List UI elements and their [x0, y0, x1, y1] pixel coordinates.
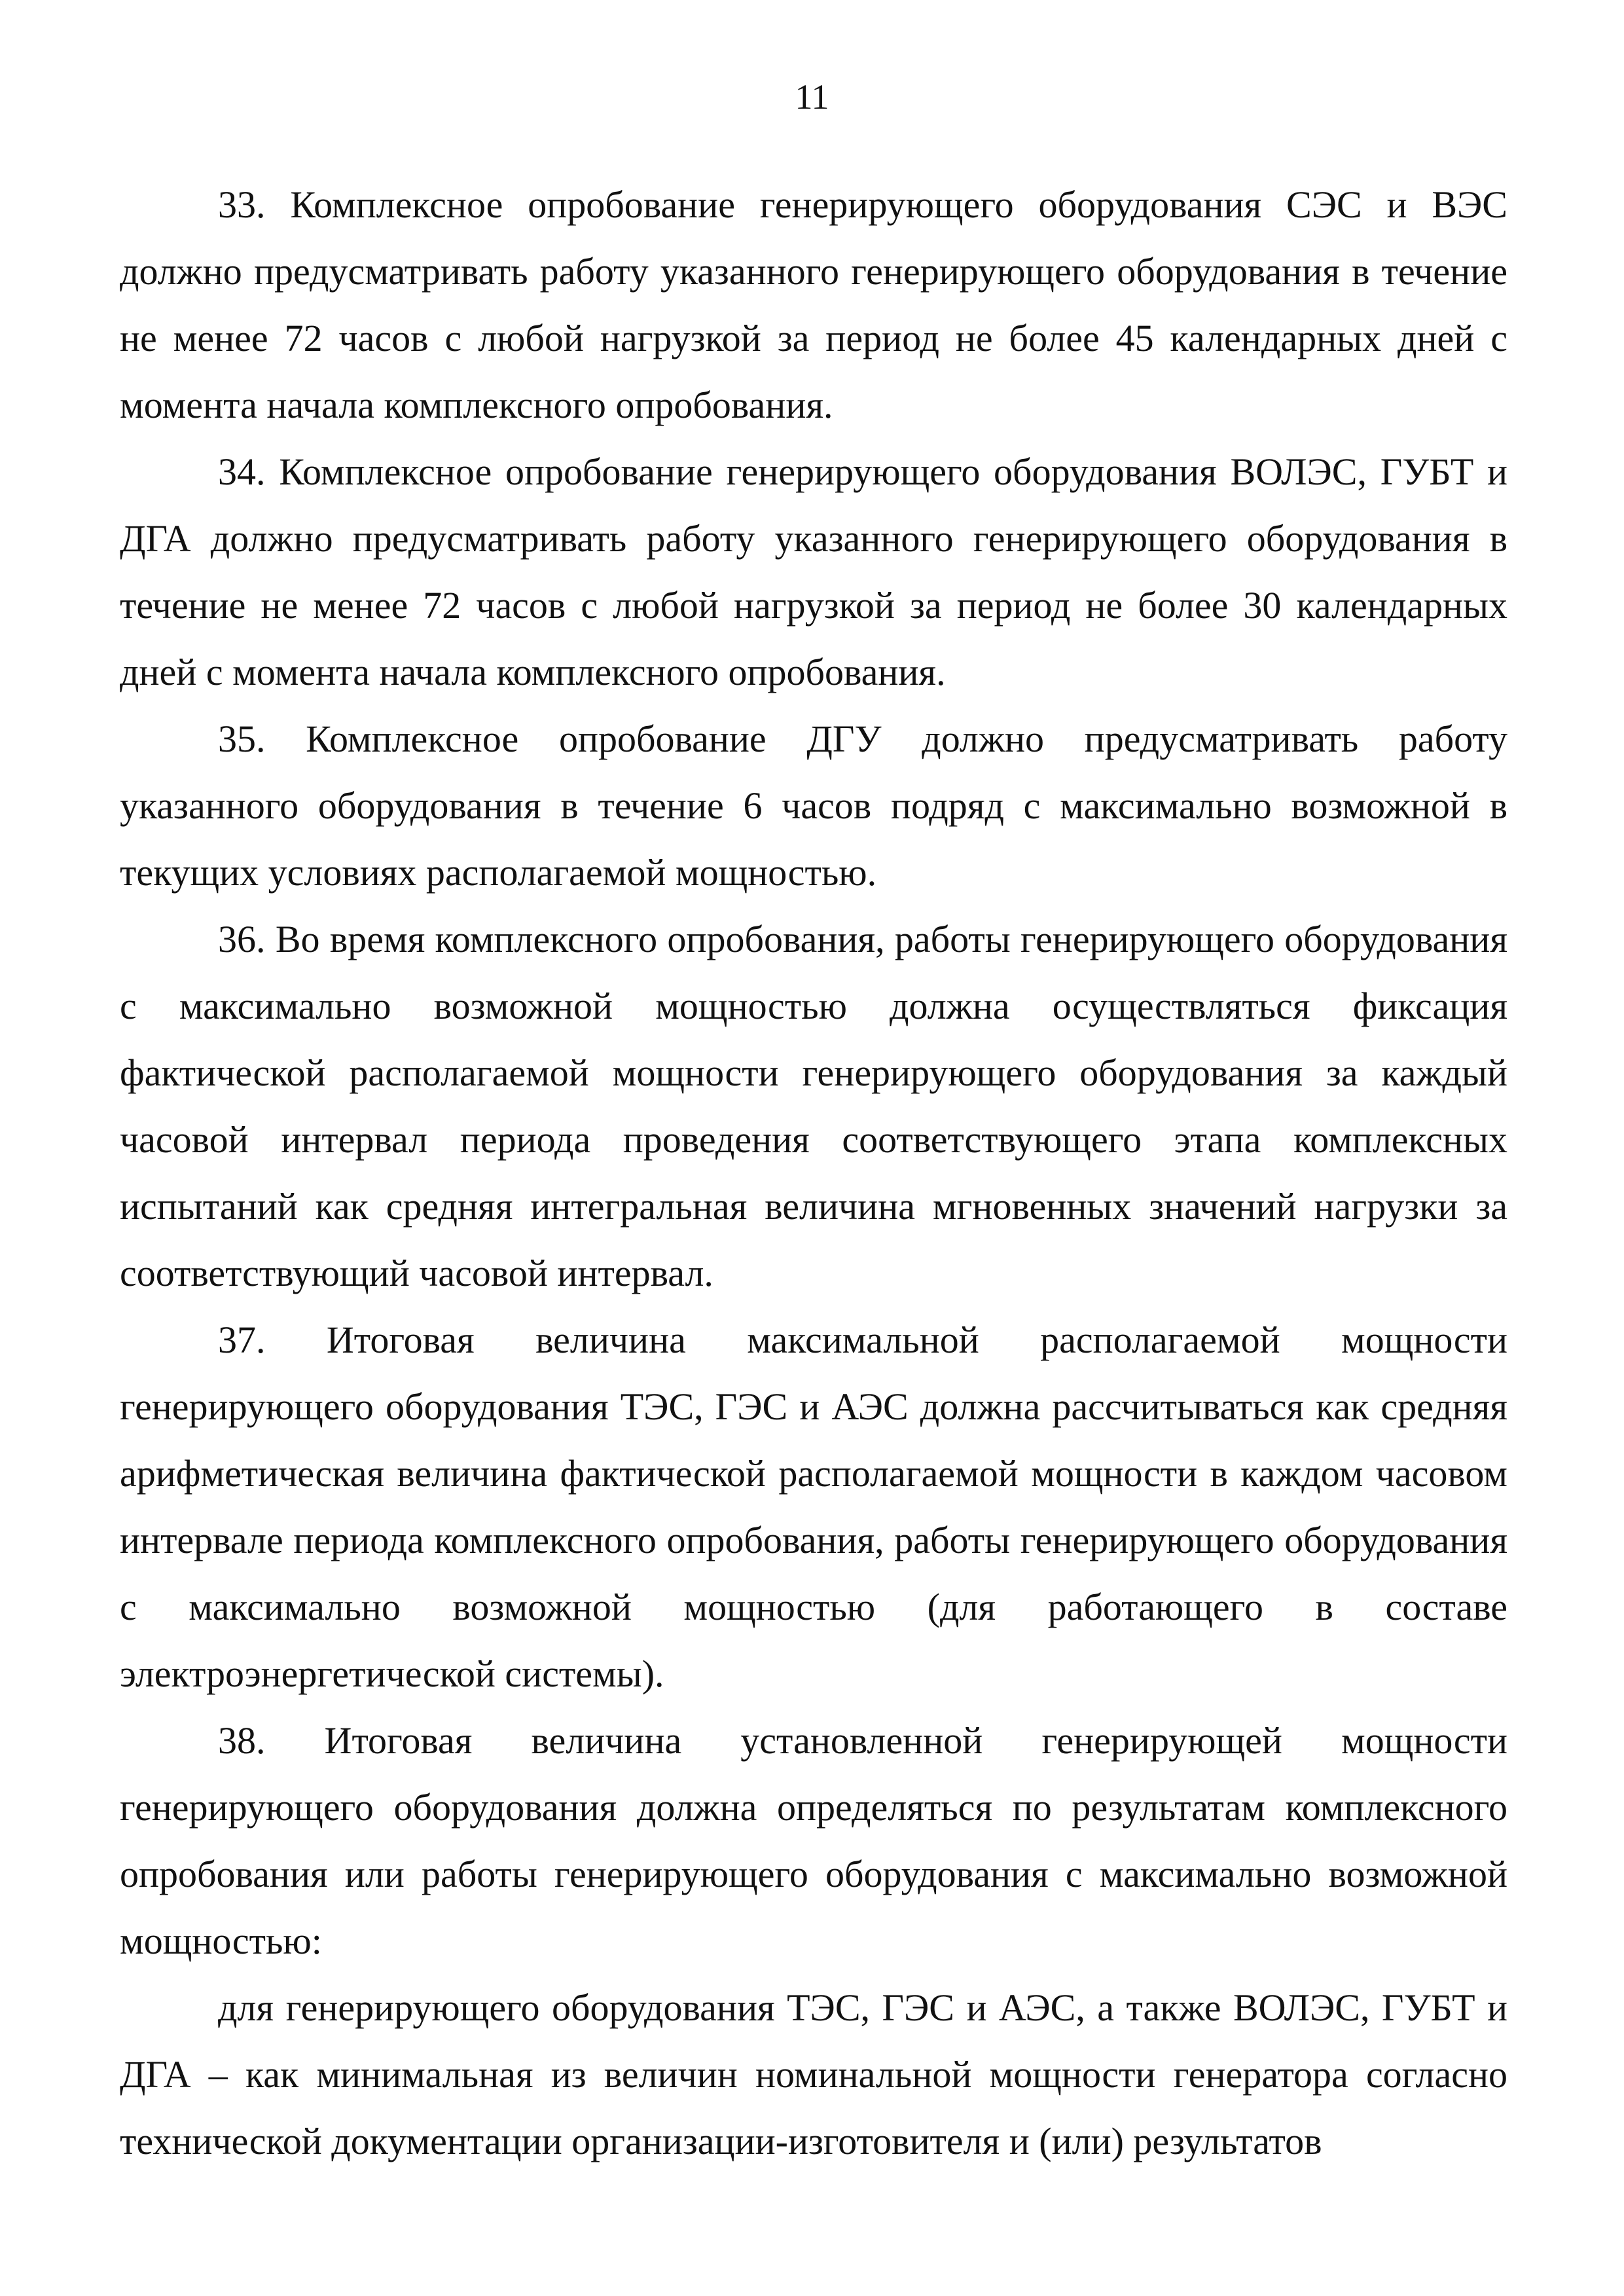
- paragraph-38: 38. Итоговая величина установленной генерирующей мощности генерирующего оборудования должна определяться по результатам комплексного опробования или работы генерирующего оборудования с максимально возможной мощностью:: [120, 1719, 1507, 1962]
- page-number: 11: [795, 77, 829, 117]
- paragraph-37: 37. Итоговая величина максимальной располагаемой мощности генерирующего оборудования ТЭС, ГЭС и АЭС должна рассчитываться как средняя арифметическая величина фактической располагаемой мощности в каждом часовом интервале периода комплексного опробования, работы генерирующего оборудования с максимально возможной мощностью (для работающего в составе электроэнергетической системы).: [120, 1319, 1507, 1695]
- paragraph-38-subclause: для генерирующего оборудования ТЭС, ГЭС и АЭС, а также ВОЛЭС, ГУБТ и ДГА – как минимальная из величин номинальной мощности генератора согласно технической документации организации-изготовителя и (или) результатов: [120, 1986, 1507, 2162]
- document-body: [120, 172, 1507, 2175]
- paragraph-34: 34. Комплексное опробование генерирующего оборудования ВОЛЭС, ГУБТ и ДГА должно предусматривать работу указанного генерирующего оборудования в течение не менее 72 часов с любой нагрузкой за период не более 30 календарных дней с момента начала комплексного опробования.: [120, 450, 1507, 693]
- paragraph-35: 35. Комплексное опробование ДГУ должно предусматривать работу указанного оборудования в течение 6 часов подряд с максимально возможной в текущих условиях располагаемой мощностью.: [120, 718, 1507, 894]
- paragraph-33: 33. Комплексное опробование генерирующего оборудования СЭС и ВЭС должно предусматривать работу указанного генерирующего оборудования в течение не менее 72 часов с любой нагрузкой за период не более 45 календарных дней с момента начала комплексного опробования.: [120, 183, 1507, 426]
- paragraph-36: 36. Во время комплексного опробования, работы генерирующего оборудования с максимально возможной мощностью должна осуществляться фиксация фактической располагаемой мощности генерирующего оборудования за каждый часовой интервал периода проведения соответствующего этапа комплексных испытаний как средняя интегральная величина мгновенных значений нагрузки за соответствующий часовой интервал.: [120, 918, 1507, 1294]
